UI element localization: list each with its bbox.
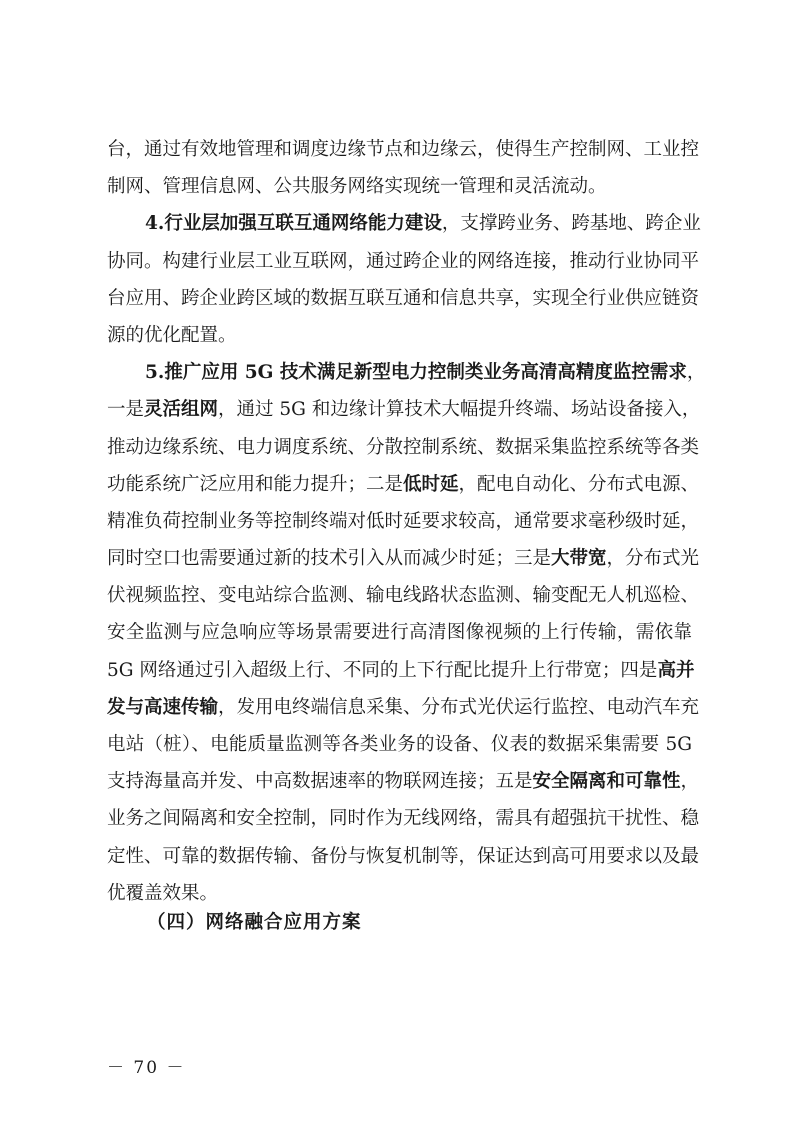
paragraph-3-line-14: 定性、可靠的数据传输、备份与恢复机制等，保证达到高可用要求以及最 [107,845,700,867]
paragraph-3-line-10 [107,689,700,726]
text-run: ，发用电终端信息采集、分布式光伏运行监控、电动汽车充 [218,696,700,718]
body-text [107,131,706,912]
bold-term-high-concurrency-part-2: 发与高速传输 [107,696,219,718]
paragraph-2-line-4: 源的优化配置。 [107,324,237,346]
text-run: 功能系统广泛应用和能力提升；二是 [107,473,404,495]
paragraph-1-line-1: 台，通过有效地管理和调度边缘节点和边缘云，使得生产控制网、工业控 [107,139,700,160]
paragraph-3-line-9 [107,652,695,689]
paragraph-2-line-2: 协同。构建行业层工业互联网，通过跨企业的网络连接，推动行业协同平 [107,250,700,272]
paragraph-3-line-1 [107,354,706,391]
page-number: － 70 － [107,1058,186,1078]
paragraph-3-line-3: 推动边缘系统、电力调度系统、分散控制系统、数据采集监控系统等各类 [107,436,700,458]
text-run: 一是 [107,399,145,421]
bold-term-security-isolation: 安全隔离和可靠性 [532,771,681,793]
paragraph-3-line-13: 业务之间隔离和安全控制，同时作为无线网络，需具有超强抗干扰性、稳 [107,808,700,830]
paragraph-3-line-6 [107,540,700,577]
bold-term-high-concurrency-part-1: 高并 [657,659,695,681]
bold-term-flexible-networking: 灵活组网 [144,399,219,421]
text-run: ，分布式光 [606,548,700,570]
paragraph-2-line-1-text: ，支撑跨业务、跨基地、跨企业 [441,213,701,235]
bold-term-low-latency: 低时延 [403,473,459,495]
paragraph-1-line-2: 制网、管理信息网、公共服务网络实现统一管理和灵活流动。 [107,176,607,198]
paragraph-3-line-15: 优覆盖效果。 [107,882,219,904]
paragraph-3-line-5: 精准负荷控制业务等控制终端对低时延要求较高，通常要求毫秒级时延， [107,510,700,532]
paragraph-3-heading: 5.推广应用 5G 技术满足新型电力控制类业务高清高精度监控需求 [145,362,687,384]
paragraph-2-heading: 4.行业层加强互联互通网络能力建设 [145,213,442,235]
paragraph-3-line-12 [107,763,700,800]
paragraph-3-line-7: 伏视频监控、变电站综合监测、输电线路状态监测、输变配无人机巡检、 [107,585,700,607]
text-run: ，通过 5G 和边缘计算技术大幅提升终端、场站设备接入， [218,399,701,421]
section-heading: （四）网络融合应用方案 [147,912,362,933]
paragraph-3-line-2 [107,391,701,428]
text-run: 5G 网络通过引入超级上行、不同的上下行配比提升上行带宽；四是 [107,659,658,681]
bold-term-high-bandwidth: 大带宽 [551,548,607,570]
text-run: 同时空口也需要通过新的技术引入从而减少时延；三是 [107,548,552,570]
paragraph-3-line-11: 电站（桩）、电能质量监测等各类业务的设备、仪表的数据采集需要 5G [107,734,692,755]
paragraph-2-line-3: 台应用、跨企业跨区域的数据互联互通和信息共享，实现全行业供应链资 [107,287,700,309]
paragraph-3-line-1-text: ， [686,362,706,384]
text-run: ， [680,771,700,793]
text-run: ，配电自动化、分布式电源、 [458,473,700,495]
paragraph-3-line-4 [107,466,700,503]
paragraph-3-line-8: 安全监测与应急响应等场景需要进行高清图像视频的上行传输，需依靠 [107,622,692,644]
paragraph-2-line-1 [107,205,701,242]
text-run: 支持海量高并发、中高数据速率的物联网连接；五是 [107,771,533,793]
